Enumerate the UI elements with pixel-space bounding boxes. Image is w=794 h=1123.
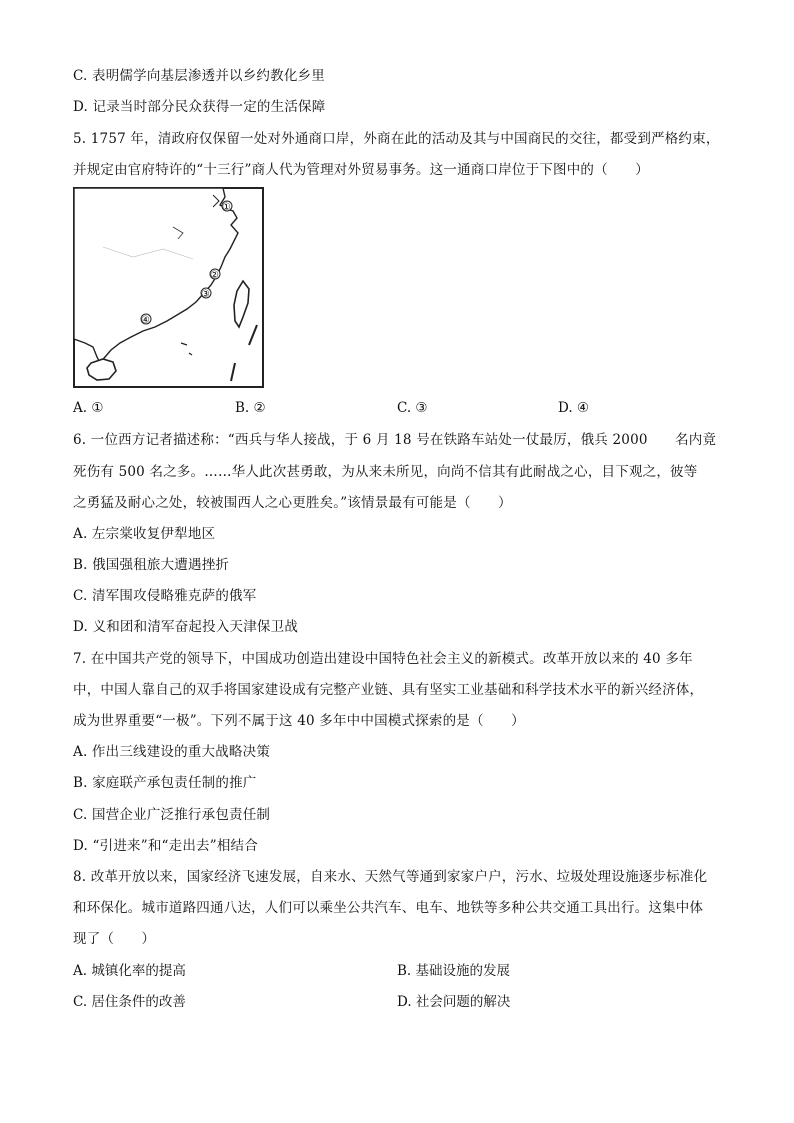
map-marker-4: ④ <box>141 315 150 326</box>
q8-stem-line2: 和环保化。城市道路四通八达，人们可以乘坐公共汽车、电车、地铁等多种公共交通工具出行。这集中体 <box>73 900 704 916</box>
q7-stem-line3: 成为世界重要“一极”。下列不属于这 40 多年中中国模式探索的是（ ） <box>73 713 525 729</box>
map-marker-3: ③ <box>201 289 210 300</box>
q8-option-d: D. 社会问题的解决 <box>397 994 511 1010</box>
china-coast-map <box>73 187 264 388</box>
q6-option-d: D. 义和团和清军奋起投入天津保卫战 <box>73 619 299 635</box>
q8-option-a: A. 城镇化率的提高 <box>73 963 186 979</box>
prev-option-d: D. 记录当时部分民众获得一定的生活保障 <box>73 99 326 115</box>
q6-stem-line3: 之勇猛及耐心之处，较被围西人之心更胜矣。”该情景最有可能是（ ） <box>73 495 512 511</box>
q7-option-d: D. “引进来”和“走出去”相结合 <box>73 838 258 854</box>
q5-option-d: D. ④ <box>558 400 590 416</box>
q8-stem-line3: 现了（ ） <box>73 931 156 947</box>
q7-option-a: A. 作出三线建设的重大战略决策 <box>73 744 271 760</box>
q6-option-b: B. 俄国强租旅大遭遇挫折 <box>73 557 230 573</box>
q7-option-c: C. 国营企业广泛推行承包责任制 <box>73 807 271 823</box>
q7-stem-line2: 中，中国人靠自己的双手将国家建设成有完整产业链、具有坚实工业基础和科学技术水平的新兴经济体， <box>73 682 704 698</box>
q7-stem-line1: 7. 在中国共产党的领导下，中国成功创造出建设中国特色社会主义的新模式。改革开放以来的 40 多年 <box>73 651 693 667</box>
q6-stem-line2: 死伤有 500 名之多。……华人此次甚勇敢，为从来未所见，向尚不信其有此耐战之心，目下观之，彼等 <box>73 464 698 480</box>
q5-option-a: A. ① <box>73 400 104 416</box>
q5-option-b: B. ② <box>235 400 266 416</box>
q5-option-c: C. ③ <box>397 400 428 416</box>
q6-stem-line1: 6. 一位西方记者描述称：“西兵与华人接战，于 6 月 18 号在铁路车站处一仗最厉，俄兵 2000 名内竟 <box>73 432 717 448</box>
prev-option-c: C. 表明儒学向基层渗透并以乡约教化乡里 <box>73 68 325 84</box>
q8-stem-line1: 8. 改革开放以来，国家经济飞速发展，自来水、天然气等通到家家户户，污水、垃圾处理设施逐步标准化 <box>73 869 708 885</box>
q6-option-a: A. 左宗棠收复伊犁地区 <box>73 526 216 542</box>
q5-stem-line1: 5. 1757 年，清政府仅保留一处对外通商口岸，外商在此的活动及其与中国商民的交往，都受到严格约束， <box>73 131 720 147</box>
map-marker-1: ① <box>222 202 231 213</box>
map-marker-2: ② <box>210 270 219 281</box>
q8-option-c: C. 居住条件的改善 <box>73 994 186 1010</box>
q7-option-b: B. 家庭联产承包责任制的推广 <box>73 775 257 791</box>
q6-option-c: C. 清军围攻侵略雅克萨的俄军 <box>73 588 257 604</box>
q5-stem-line2: 并规定由官府特许的“十三行”商人代为管理对外贸易事务。这一通商口岸位于下图中的（ ） <box>73 162 649 178</box>
q8-option-b: B. 基础设施的发展 <box>397 963 511 979</box>
